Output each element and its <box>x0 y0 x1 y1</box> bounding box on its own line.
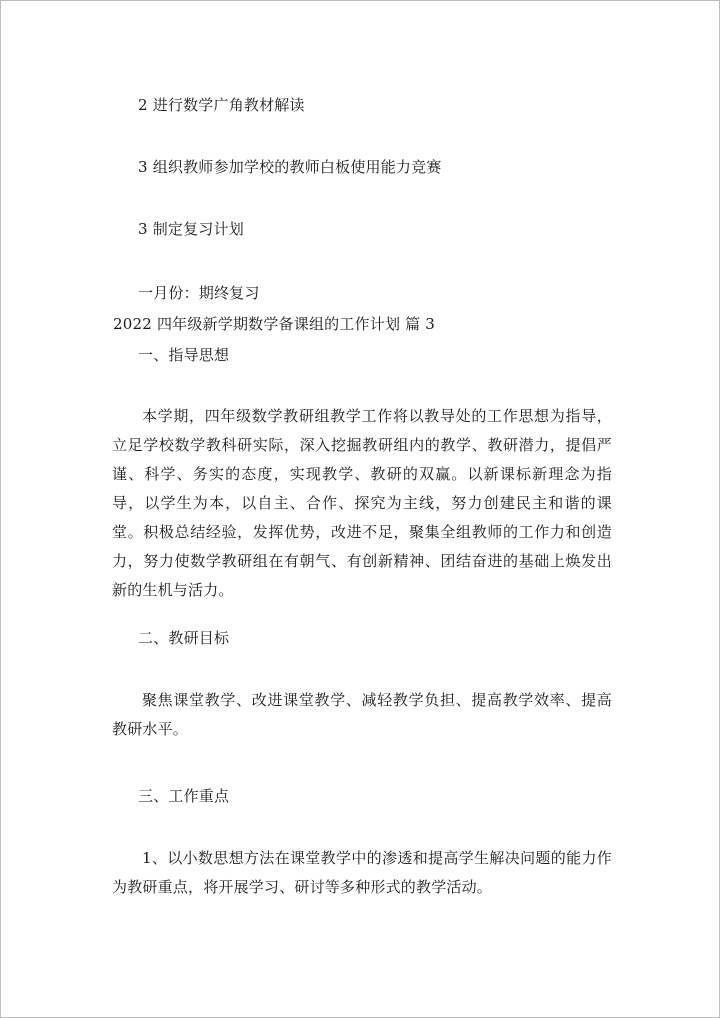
paragraph-work-focus-item-1: 1、以小数思想方法在课堂教学中的渗透和提高学生解决问题的能力作为教研重点，将开展学习、研讨等多种形式的教学活动。 <box>112 849 612 896</box>
section-title: 2022 四年级新学期数学备课组的工作计划 篇 3 <box>113 315 436 333</box>
plan-item-whiteboard-contest: 3 组织教师参加学校的教师白板使用能力竞赛 <box>138 158 442 176</box>
plan-item-textbook-reading: 2 进行数学广角教材解读 <box>138 96 305 114</box>
paragraph-research-goal: 聚焦课堂教学、改进课堂教学、减轻教学负担、提高教学效率、提高教研水平。 <box>112 691 612 738</box>
heading-research-goal: 二、教研目标 <box>138 629 230 647</box>
heading-work-focus: 三、工作重点 <box>138 787 230 805</box>
plan-item-review-plan: 3 制定复习计划 <box>138 220 244 238</box>
paragraph-guiding-thought: 本学期，四年级数学教研组教学工作将以教导处的工作思想为指导，立足学校数学教科研实际，深入挖掘教研组内的教学、教研潜力，提倡严谨、科学、务实的态度，实现教学、教研的双赢。以新课标新理念为指导，以学生为本，以自主、合作、探究为主线，努力创建民主和谐的课堂。积极总结经验，发挥优势，改进不足，聚集全组教师的工作力和创造力，努力使数学教研组在有朝气、有创新精神、团结奋进的基础上焕发出新的生机与活力。 <box>112 407 612 599</box>
january-schedule: 一月份：期终复习 <box>138 284 260 302</box>
heading-guiding-thought: 一、指导思想 <box>138 346 230 364</box>
